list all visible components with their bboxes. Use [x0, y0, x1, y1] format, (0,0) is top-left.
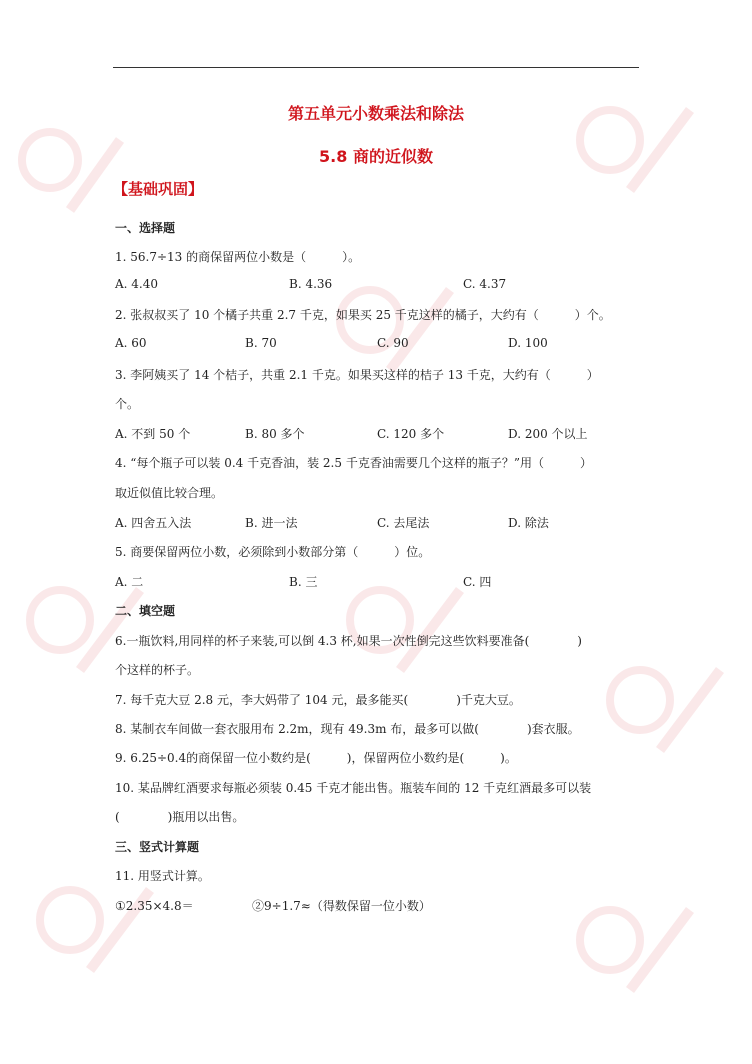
watermark-logo [590, 640, 730, 780]
q11-part-1: ①2.35×4.8＝ [115, 899, 194, 913]
watermark-logo [10, 120, 130, 240]
q1-option-c: C. 4.37 [463, 277, 507, 291]
question-3-stem-cont: 个。 [115, 397, 140, 411]
question-5-stem: 5. 商要保留两位小数，必须除到小数部分第（ ）位。 [115, 545, 431, 559]
question-6-stem-cont: 个这样的杯子。 [115, 663, 200, 677]
q5-option-a: A. 二 [115, 575, 144, 589]
q1-option-b: B. 4.36 [289, 277, 333, 291]
question-2-stem: 2. 张叔叔买了 10 个橘子共重 2.7 千克，如果买 25 千克这样的橘子，大约有（ ）个。 [115, 308, 611, 322]
q3-option-c: C. 120 多个 [377, 427, 445, 441]
q2-option-d: D. 100 [508, 336, 548, 350]
q3-option-b: B. 80 多个 [245, 427, 305, 441]
q1-option-a: A. 4.40 [115, 277, 159, 291]
q3-option-a: A. 不到 50 个 [115, 427, 191, 441]
q3-option-d: D. 200 个以上 [508, 427, 588, 441]
question-3-stem: 3. 李阿姨买了 14 个桔子，共重 2.1 千克。如果买这样的桔子 13 千克，大约有（ ） [115, 368, 599, 382]
q2-option-b: B. 70 [245, 336, 277, 350]
q2-option-c: C. 90 [377, 336, 409, 350]
question-4-stem-cont: 取近似值比较合理。 [115, 486, 224, 500]
section-heading-choice: 一、选择题 [115, 221, 176, 235]
q5-option-c: C. 四 [463, 575, 492, 589]
watermark-logo [560, 880, 700, 1020]
question-10-stem: 10. 某品牌红酒要求每瓶必须装 0.45 千克才能出售。瓶装车间的 12 千克红酒最多可以装 [115, 781, 592, 795]
q4-option-d: D. 除法 [508, 516, 549, 530]
question-10-stem-cont: ( )瓶用以出售。 [115, 810, 245, 824]
question-9-stem: 9. 6.25÷0.4的商保留一位小数约是( )，保留两位小数约是( )。 [115, 751, 517, 765]
page-subtitle: 5.8 商的近似数 [319, 147, 433, 166]
section-heading-vertical-calc: 三、竖式计算题 [115, 840, 200, 854]
q11-part-2: ②9÷1.7≈（得数保留一位小数） [252, 899, 431, 913]
question-8-stem: 8. 某制衣车间做一套衣服用布 2.2m，现有 49.3m 布，最多可以做( )套衣服。 [115, 722, 580, 736]
question-4-stem: 4. “每个瓶子可以装 0.4 千克香油，装 2.5 千克香油需要几个这样的瓶子？”用（ ） [115, 456, 592, 470]
question-1-stem: 1. 56.7÷13 的商保留两位小数是（ ）。 [115, 250, 361, 264]
watermark-logo [330, 560, 470, 700]
question-6-stem: 6.一瓶饮料,用同样的杯子来装,可以倒 4.3 杯,如果一次性倒完这些饮料要准备( ) [115, 634, 582, 648]
section-heading-fill: 二、填空题 [115, 604, 176, 618]
page-title: 第五单元小数乘法和除法 [287, 104, 464, 123]
q2-option-a: A. 60 [115, 336, 147, 350]
question-7-stem: 7. 每千克大豆 2.8 元，李大妈带了 104 元，最多能买( )千克大豆。 [115, 693, 521, 707]
section-tag: 【基础巩固】 [113, 180, 204, 198]
q4-option-b: B. 进一法 [245, 516, 298, 530]
q4-option-c: C. 去尾法 [377, 516, 430, 530]
header-rule [113, 67, 639, 68]
q5-option-b: B. 三 [289, 575, 318, 589]
q4-option-a: A. 四舍五入法 [115, 516, 192, 530]
question-11-stem: 11. 用竖式计算。 [115, 869, 210, 883]
